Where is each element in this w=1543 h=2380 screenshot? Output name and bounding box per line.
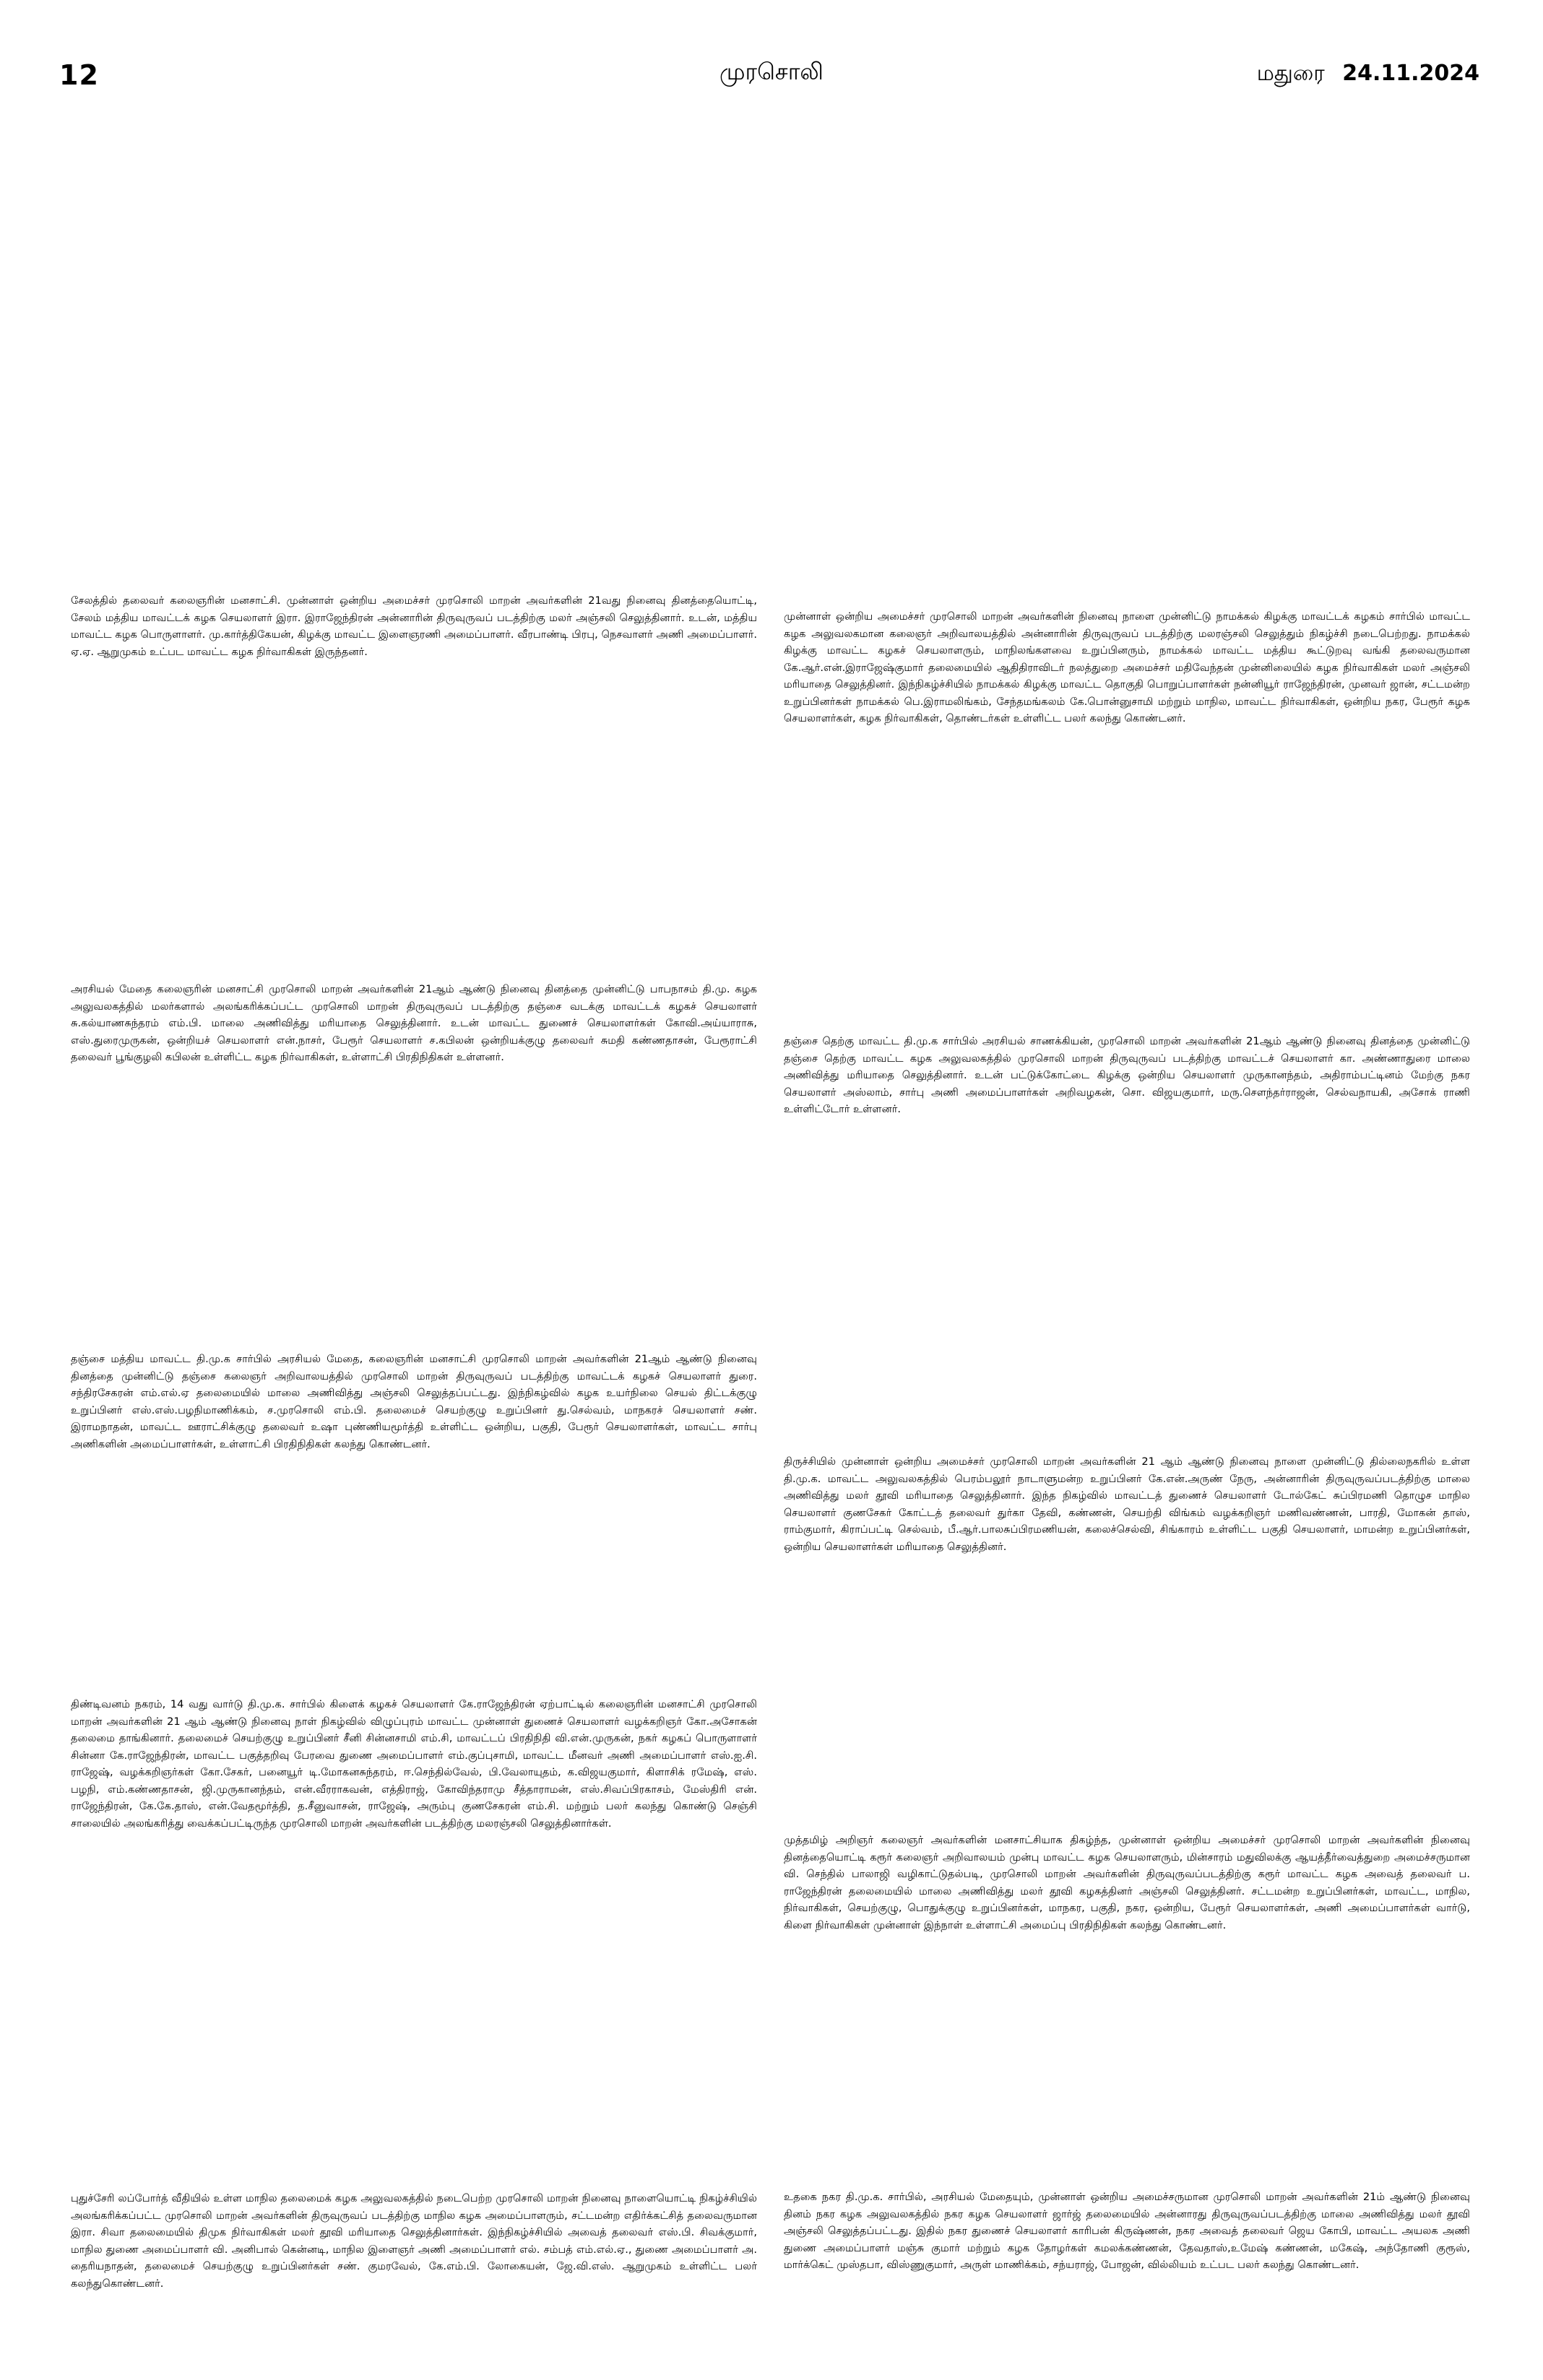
caption-puducherry: புதுச்சேரி லப்போர்த் வீதியில் உள்ள மாநில தலைமைக் கழக அலுவலகத்தில் நடைபெற்ற முரசொலி மாறன் நினைவு நாளையொட்டி நிகழ்ச்சியில் அலங்கரிக்கப்பட்ட முரசொலி மாறன் அவர்களின் திருவுருவப் படத்திற்கு மாநில கழக அமைப்பாளரும், சட்டமன்ற எதிர்க்கட்சித் தலைவருமான இரா. சிவா தலைமையில் திமுக நிர்வாகிகள் மலர் தூவி மரியாதை செலுத்தினார்கள். இந்நிகழ்ச்சியில் அவைத் தலைவர் எஸ்.பி. சிவக்குமார், மாநில துணை அமைப்பாளர் வி. அனிபால் கென்னடி, மாநில இளைஞர் அணி அமைப்பாளர் எல். சம்பத் எம்.எல்.ஏ., துணை அமைப்பாளர் அ. தைரியநாதன், தலைமைச் செயற்குழு உறுப்பினர்கள் சண். குமரவேல், கே.எம்.பி. லோகையன், ஜே.வி.எஸ். ஆறுமுகம் உள்ளிட்ட பலர் கலந்துகொண்டனர். — [71, 2192, 757, 2290]
page-header — [0, 0, 1543, 91]
dateline-city: மதுரை — [1256, 61, 1325, 86]
caption-thanjai-central: தஞ்சை மத்திய மாவட்ட தி.மு.க சார்பில் அரசியல் மேதை, கலைஞரின் மனசாட்சி முரசொலி மாறன் அவர்களின் 21ஆம் ஆண்டு நினைவு தினத்தை முன்னிட்டு தஞ்சை கலைஞர் அறிவாலயத்தில் முரசொலி மாறன் திருவுருவப் படத்திற்கு மாவட்டக் கழகச் செயலாளர் துரை. சந்திரசேகரன் எம்.எல்.ஏ தலைமையில் மாலை அணிவித்து அஞ்சலி செலுத்தப்பட்டது. இந்நிகழ்வில் கழக உயர்நிலை செயல் திட்டக்குழு உறுப்பினர் எஸ்.எஸ்.பழநிமாணிக்கம், ச.முரசொலி எம்.பி. தலைமைச் செயற்குழு உறுப்பினர் து.செல்வம், மாநகரச் செயலாளர் சண். இராமநாதன், மாவட்ட ஊராட்சிக்குழு தலைவர் உஷா புண்ணியமூர்த்தி உள்ளிட்ட ஒன்றிய, பகுதி, பேரூர் செயலாளர்கள், மாவட்ட சார்பு அணிகளின் அமைப்பாளர்கள், உள்ளாட்சி பிரதிநிதிகள் கலந்து கொண்டனர். — [71, 1353, 757, 1450]
caption-salem: சேலத்தில் தலைவர் கலைஞரின் மனசாட்சி. முன்னாள் ஒன்றிய அமைச்சர் முரசொலி மாறன் அவர்களின் 21வது நினைவு தினத்தையொட்டி, சேலம் மத்திய மாவட்டக் கழக செயலாளர் இரா. இராஜேந்திரன் அன்னாரின் திருவுருவப் படத்திற்கு மலர் அஞ்சலி செலுத்தினார். உடன், மத்திய மாவட்ட கழக பொருளாளர். மு.கார்த்திகேயன், கிழக்கு மாவட்ட இளைஞரணி அமைப்பாளர். வீரபாண்டி பிரபு, நெசவாளர் அணி அமைப்பாளர். ஏ.ஏ. ஆறுமுகம் உட்பட மாவட்ட கழக நிர்வாகிகள் இருந்தனர். — [71, 594, 757, 658]
dateline-date: 24.11.2024 — [1342, 61, 1479, 86]
caption-trichy: திருச்சியில் முன்னாள் ஒன்றிய அமைச்சர் முரசொலி மாறன் அவர்களின் 21 ஆம் ஆண்டு நினைவு நாளை முன்னிட்டு தில்லைநகரில் உள்ள தி.மு.க. மாவட்ட அலுவலகத்தில் பெரம்பலூர் நாடாளுமன்ற உறுப்பினர் கே.என்.அருண் நேரு, அன்னாரின் திருவுருவப்படத்திற்கு மாலை அணிவித்து மலர் தூவி மரியாதை செலுத்தினார். இந்த நிகழ்வில் மாவட்டத் துணைச் செயலாளர் டோல்கேட் சுப்பிரமணி தொழுச மாநில செயலாளர் குணசேகர் கோட்டத் தலைவர் துர்கா தேவி, கண்ணன், செயற்தி விங்கம் வழக்கறிஞர் மணிவண்ணன், பாரதி, மோகன் தாஸ், ராம்குமார், கிராப்பட்டி செல்வம், பீ.ஆர்.பாலசுப்பிரமணியன், கலைச்செல்வி, சிங்காரம் உள்ளிட்ட பகுதி செயலாளர், மாமன்ற உறுப்பினர்கள், ஒன்றிய செயலாளர்கள் மரியாதை செலுத்தினர். — [784, 1455, 1470, 1553]
masthead: முரசொலி — [719, 58, 824, 85]
caption-papanasam: அரசியல் மேதை கலைஞரின் மனசாட்சி முரசொலி மாறன் அவர்களின் 21ஆம் ஆண்டு நினைவு தினத்தை முன்னிட்டு பாபநாசம் தி.மு. கழக அலுவலகத்தில் மலர்களால் அலங்கரிக்கப்பட்ட முரசொலி மாறன் திருவுருவப் படத்திற்கு தஞ்சை வடக்கு மாவட்டக் கழகச் செயலாளர் சு.கல்யாணசுந்தரம் எம்.பி. மாலை அணிவித்து மரியாதை செலுத்தினார். உடன் மாவட்ட துணைச் செயலாளர்கள் கோவி.அய்யாராசு, எஸ்.துரைமுருகன், ஒன்றியச் செயலாளர் என்.நாசர், பேரூர் செயலாளர் ச.கபிலன் ஒன்றியக்குழு தலைவர் சுமதி கண்ணதாசன், பேரூராட்சி தலைவர் பூங்குழலி கபிலன் உள்ளிட்ட கழக நிர்வாகிகள், உள்ளாட்சி பிரதிநிதிகள் உள்ளனர். — [71, 983, 757, 1063]
caption-tindivanam: திண்டிவனம் நகரம், 14 வது வார்டு தி.மு.க. சார்பில் கிளைக் கழகச் செயலாளர் கே.ராஜேந்திரன் ஏற்பாட்டில் கலைஞரின் மனசாட்சி முரசொலி மாறன் அவர்களின் 21 ஆம் ஆண்டு நினைவு நாள் நிகழ்வில் விழுப்புரம் மாவட்ட முன்னாள் துணைச் செயலாளர் வழக்கறிஞர் கோ.அசோகன் தலைமை தாங்கினார். தலைமைச் செயற்குழு உறுப்பினர் சீனி சின்னசாமி எம்.சி, மாவட்டப் பிரதிநிதி வி.என்.முருகன், நகர் கழகப் பொருளாளர் சின்னா கே.ராஜேந்திரன், மாவட்ட பகுத்தறிவு பேரவை துணை அமைப்பாளர் எம்.குப்புசாமி, மாவட்ட மீனவர் அணி அமைப்பாளர் எஸ்.ஐ.சி. ராஜேஷ், வழக்கறிஞர்கள் கோ.சேகர், பனையூர் டி.மோகனசுந்தரம், ஈ.செந்தில்வேல், பி.வேலாயுதம், க.விஜயகுமார், கிளாசிக் ரமேஷ், எஸ். பழநி, எம்.கண்ணதாசன், ஜி.முருகானந்தம், என்.வீரராகவன், எத்திராஜ், கோவிந்தராமு சீத்தாராமன், எஸ்.சிவப்பிரகாசம், மேஸ்திரி என். ராஜேந்திரன், கே.கே.தாஸ், என்.வேதமூர்த்தி, த.சீனுவாசன், ராஜேஷ், அரும்பு குணசேகரன் எம்.சி. மற்றும் பலர் கலந்து கொண்டு செஞ்சி சாலையில் அலங்கரித்து வைக்கப்பட்டிருந்த முரசொலி மாறன் அவர்களின் படத்திற்கு மலரஞ்சலி செலுத்தினார்கள். — [71, 1698, 757, 1830]
caption-karur: முத்தமிழ் அறிஞர் கலைஞர் அவர்களின் மனசாட்சியாக திகழ்ந்த, முன்னாள் ஒன்றிய அமைச்சர் முரசொலி மாறன் அவர்களின் நினைவு தினத்தையொட்டி கரூர் கலைஞர் அறிவாலயம் முன்பு மாவட்ட கழக செயலாளரும், மின்சாரம் மதுவிலக்கு ஆயத்தீர்வைத்துறை அமைச்சருமான வி. செந்தில் பாலாஜி வழிகாட்டுதல்படி, முரசொலி மாறன் அவர்களின் திருவுருவப்படத்திற்கு கரூர் மாவட்ட கழக அவைத் தலைவர் ப. ராஜேந்திரன் தலைமையில் மாலை அணிவித்து மலர் தூவி கழகத்தினர் அஞ்சலி செலுத்தினர். சட்டமன்ற உறுப்பினர்கள், மாவட்ட, மாநில, நிர்வாகிகள், செயற்குழு, பொதுக்குழு உறுப்பினர்கள், மாநகர, பகுதி, நகர, ஒன்றிய, பேரூர் செயலாளர்கள், அணி அமைப்பாளர்கள் வார்டு, கிளை நிர்வாகிகள் முன்னாள் இந்நாள் உள்ளாட்சி அமைப்பு பிரதிநிதிகள் கலந்து கொண்டனர். — [784, 1834, 1470, 1931]
caption-udhagai: உதகை நகர தி.மு.க. சார்பில், அரசியல் மேதையும், முன்னாள் ஒன்றிய அமைச்சருமான முரசொலி மாறன் அவர்களின் 21ம் ஆண்டு நினைவு தினம் நகர கழக அலுவலகத்தில் நகர கழக செயலாளர் ஜார்ஜ் தலைமையில் அன்னாரது திருவுருவப்படத்திற்கு மாலை அணிவித்து மலர் தூவி அஞ்சலி செலுத்தப்பட்டது. இதில் நகர துணைச் செயலாளர் காரிபன் கிருஷ்ணன், நகர அவைத் தலைவர் ஜெய கோபி, மாவட்ட அயலக அணி துணை அமைப்பாளர் மஞ்சு குமார் மற்றும் கழக தோழர்கள் கமலக்கண்ணன், தேவதாஸ்,உமேஷ் கண்ணன், மகேஷ், அந்தோணி குரூஸ், மார்க்கெட் முஸ்தபா, விஸ்ணுகுமார், அருள் மாணிக்கம், சந்யராஜ், போஜன், வில்லியம் உட்பட பலர் கலந்து கொண்டனர். — [784, 2191, 1470, 2271]
page-number: 12 — [59, 59, 99, 91]
caption-thanjai-south: தஞ்சை தெற்கு மாவட்ட தி.மு.க சார்பில் அரசியல் சாணக்கியன், முரசொலி மாறன் அவர்களின் 21ஆம் ஆண்டு நினைவு தினத்தை முன்னிட்டு தஞ்சை தெற்கு மாவட்ட கழக அலுவலகத்தில் முரசொலி மாறன் திருவுருவப் படத்திற்கு மாவட்டச் செயலாளர் கா. அண்ணாதுரை மாலை அணிவித்து மரியாதை செலுத்தினார். உடன் பட்டுக்கோட்டை கிழக்கு ஒன்றிய செயலாளர் முருகானந்தம், அதிராம்பட்டினம் மேற்கு நகர செயலாளர் அஸ்லாம், சார்பு அணி அமைப்பாளர்கள் அறிவழகன், சொ. விஜயகுமார், மரு.சௌந்தர்ராஜன், செல்வநாயகி, அசோக் ராணி உள்ளிட்டோர் உள்ளனர். — [784, 1035, 1470, 1115]
dateline — [1257, 61, 1479, 89]
caption-namakkal: முன்னாள் ஒன்றிய அமைச்சர் முரசொலி மாறன் அவர்களின் நினைவு நாளை முன்னிட்டு நாமக்கல் கிழக்கு மாவட்டக் கழகம் சார்பில் மாவட்ட கழக அலுவலகமான கலைஞர் அறிவாலயத்தில் அன்னாரின் திருவுருவப் படத்திற்கு மலரஞ்சலி செலுத்தும் நிகழ்ச்சி நடைபெற்றது. நாமக்கல் கிழக்கு மாவட்ட கழகச் செயலாளரும், மாநிலங்களவை உறுப்பினரும், நாமக்கல் மாவட்ட மத்திய கூட்டுறவு வங்கி தலைவருமான கே.ஆர்.என்.இராஜேஷ்குமார் தலைமையில் ஆதிதிராவிடர் நலத்துறை அமைச்சர் மதிவேந்தன் முன்னிலையில் கழக நிர்வாகிகள் மலர் அஞ்சலி மரியாதை செலுத்தினர். இந்நிகழ்ச்சியில் நாமக்கல் கிழக்கு மாவட்ட தொகுதி பொறுப்பாளர்கள் நன்னியூர் ராஜேந்திரன், முனவர் ஜான், சட்டமன்ற உறுப்பினர்கள் நாமக்கல் பெ.இராமலிங்கம், சேந்தமங்கலம் கே.பொன்னுசாமி மற்றும் மாநில, மாவட்ட நிர்வாகிகள், ஒன்றிய நகர, பேரூர் கழக செயலாளர்கள், கழக நிர்வாகிகள், தொண்டர்கள் உள்ளிட்ட பலர் கலந்து கொண்டனர். — [784, 610, 1470, 724]
